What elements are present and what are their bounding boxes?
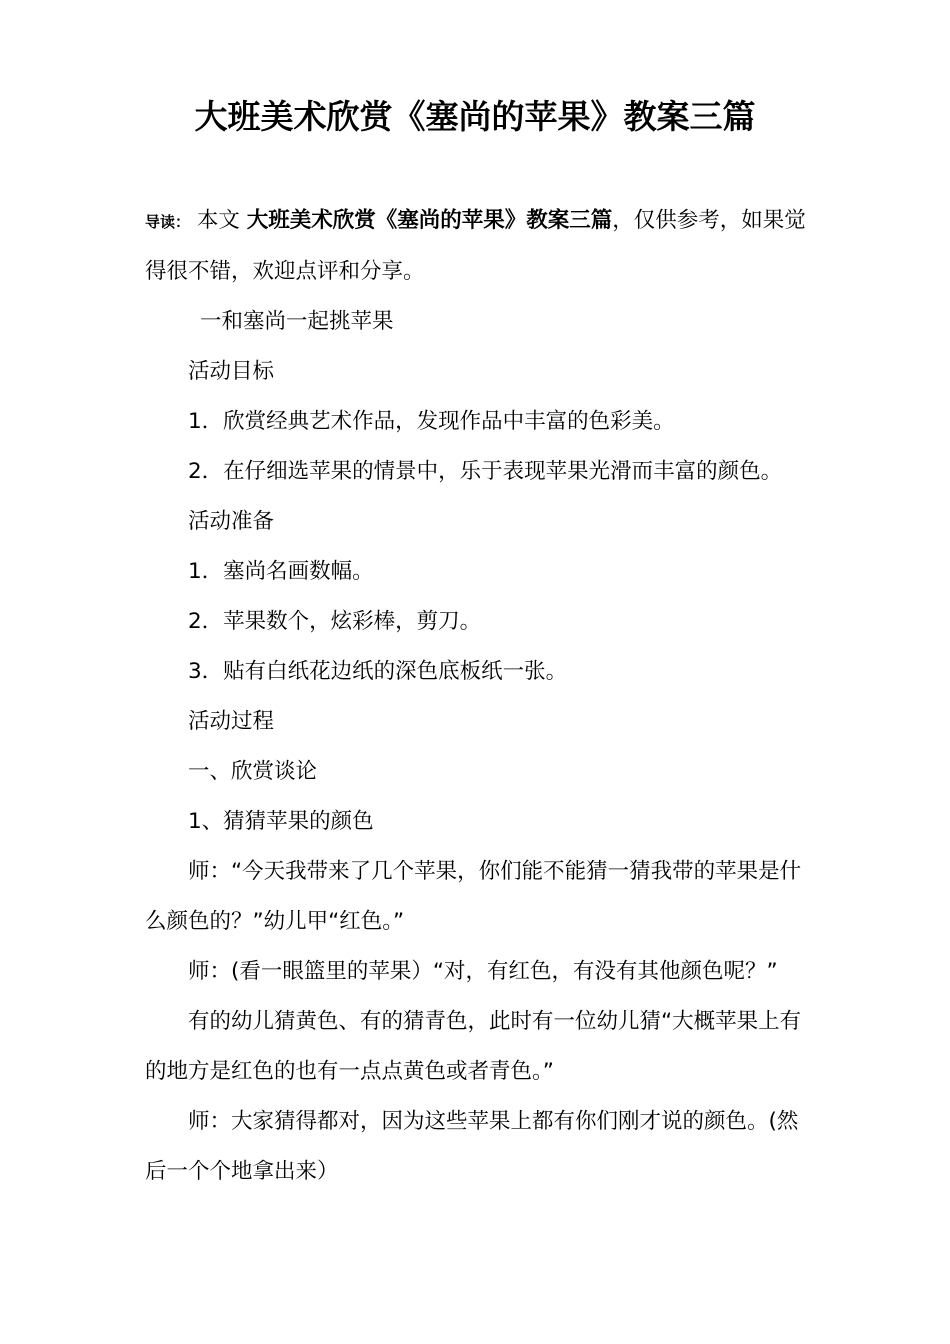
paragraph: 有的幼儿猜黄色、有的猜青色，此时有一位幼儿猜“大概苹果上有的地方是红色的也有一点点黄色或者青色。” bbox=[145, 1009, 802, 1084]
paragraph: 3．贴有白纸花边纸的深色底板纸一张。 bbox=[188, 659, 568, 684]
lead-label: 导读： bbox=[145, 213, 191, 231]
paragraph: 活动目标 bbox=[188, 359, 275, 384]
paragraph: 1．塞尚名画数幅。 bbox=[188, 559, 374, 584]
paragraph: 活动准备 bbox=[188, 509, 275, 534]
lead-prefix: 本文 bbox=[196, 208, 247, 233]
lead-title: 大班美术欣赏《塞尚的苹果》教案三篇 bbox=[246, 208, 613, 233]
paragraph: 活动过程 bbox=[188, 709, 275, 734]
paragraph: 1．欣赏经典艺术作品，发现作品中丰富的色彩美。 bbox=[188, 409, 675, 434]
section-heading: 一和塞尚一起挑苹果 bbox=[200, 309, 394, 334]
paragraph: 1、猜猜苹果的颜色 bbox=[188, 809, 374, 834]
lead-suffix: ，仅供参考，如果觉得很不错，欢迎点评和分享。 bbox=[145, 208, 806, 284]
paragraph: 2．苹果数个，炫彩棒，剪刀。 bbox=[188, 609, 482, 634]
document-title: 大班美术欣赏《塞尚的苹果》教案三篇 bbox=[194, 97, 756, 136]
paragraph: 师：大家猜得都对，因为这些苹果上都有你们刚才说的颜色。(然后一个个地拿出来） bbox=[145, 1109, 799, 1184]
lead-paragraph bbox=[145, 196, 815, 297]
paragraph: 师：(看一眼篮里的苹果）“对，有红色，有没有其他颜色呢？” bbox=[188, 959, 778, 984]
paragraph: 一、欣赏谈论 bbox=[188, 759, 318, 784]
paragraph: 2．在仔细选苹果的情景中，乐于表现苹果光滑而丰富的颜色。 bbox=[188, 459, 783, 484]
document-body bbox=[145, 196, 815, 1197]
paragraph: 师：“今天我带来了几个苹果，你们能不能猜一猜我带的苹果是什么颜色的？”幼儿甲“红色。” bbox=[145, 859, 802, 934]
